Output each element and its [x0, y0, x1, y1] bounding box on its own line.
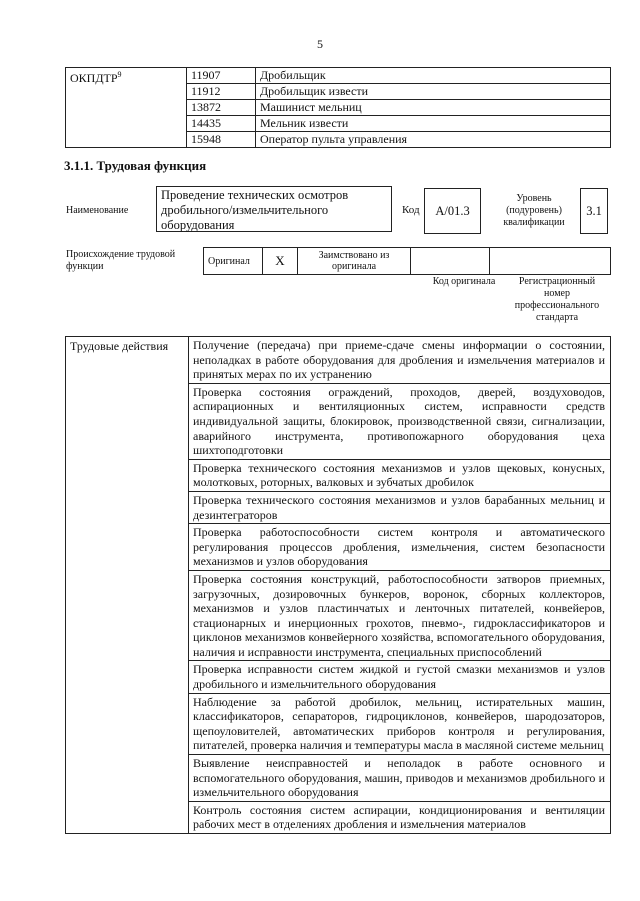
function-code-box: A/01.3	[424, 188, 481, 234]
code-label: Код	[402, 204, 420, 216]
okpdtr-code: 13872	[187, 100, 256, 116]
labor-action: Выявление неисправностей и неполадок в работе основного и вспомогательного оборудования, машин, приводов и механизмов дробильного и измельчительного оборудования	[189, 755, 611, 802]
labor-action: Контроль состояния систем аспирации, кондиционирования и вентиляции рабочих мест в отделениях дробления и измельчения материалов	[189, 801, 611, 833]
name-label: Наименование	[66, 205, 129, 216]
level-box: 3.1	[580, 188, 608, 234]
okpdtr-name: Дробильщик	[256, 68, 611, 84]
reg-number-cell	[490, 248, 611, 275]
reg-number-caption: Регистрационный номер профессионального стандарта	[514, 276, 600, 323]
okpdtr-name: Машинист мельниц	[256, 100, 611, 116]
code-original-caption: Код оригинала	[432, 276, 496, 287]
original-code-cell	[411, 248, 490, 275]
origin-table	[203, 247, 611, 275]
labor-action: Наблюдение за работой дробилок, мельниц, истирательных машин, классификаторов, сепараторов, гидроциклонов, конвейеров, шародозаторов, щепоуловителей, автоматических приборов контроля и регулирования, питателей, проверка наличия и температуры масла в масляной системе мельниц	[189, 693, 611, 754]
table-row	[204, 248, 611, 275]
section-title: 3.1.1. Трудовая функция	[64, 158, 207, 173]
labor-action: Проверка исправности систем жидкой и густой смазки механизмов и узлов дробильного и измельчительного оборудования	[189, 661, 611, 693]
okpdtr-name: Мельник извести	[256, 116, 611, 132]
page-number: 5	[317, 37, 323, 51]
labor-action: Проверка состояния конструкций, работоспособности затворов приемных, загрузочных, дозировочных бункеров, воронок, сборных коллекторов, механизмов и узлов пластинчатых и ленточных питателей, конвейеров, стационарных и инерционных грохотов, пневмо-, гидроклассификаторов и циклонов механизмов конвейерного хозяйства, вспомогательного оборудования, наличия и исправности инструмента, специальных приспособлений	[189, 570, 611, 661]
okpdtr-table	[65, 67, 611, 148]
labor-action: Проверка технического состояния механизмов и узлов щековых, конусных, молотковых, роторных, валковых и зубчатых дробилок	[189, 459, 611, 491]
okpdtr-code: 11907	[187, 68, 256, 84]
okpdtr-footnote: 9	[117, 70, 122, 79]
okpdtr-label: ОКПДТР	[70, 71, 118, 85]
labor-actions-header: Трудовые действия	[66, 337, 189, 834]
okpdtr-name: Дробильщик извести	[256, 84, 611, 100]
level-label: Уровень (подуровень) квалификации	[503, 193, 565, 228]
okpdtr-code: 14435	[187, 116, 256, 132]
labor-action: Проверка работоспособности систем контроля и автоматического регулирования процессов дробления, измельчения, систем безопасности механизмов и узлов оборудования	[189, 524, 611, 571]
labor-action: Проверка состояния ограждений, проходов, дверей, воздуховодов, аспирационных и вентиляционных систем, исправности средств индивидуальной защиты, блокировок, производственной связи, сигнализации, аварийного инструмента, противопожарного оборудования цеха шихтоподготовки	[189, 383, 611, 459]
okpdtr-label-cell	[66, 68, 187, 148]
okpdtr-code: 15948	[187, 132, 256, 148]
original-label: Оригинал	[204, 248, 263, 275]
labor-action: Проверка технического состояния механизмов и узлов барабанных мельниц и дезинтеграторов	[189, 491, 611, 523]
labor-actions-table	[65, 336, 611, 834]
okpdtr-code: 11912	[187, 84, 256, 100]
okpdtr-name: Оператор пульта управления	[256, 132, 611, 148]
table-row	[66, 68, 611, 84]
origin-label: Происхождение трудовой функции	[66, 249, 176, 272]
original-mark: X	[263, 248, 298, 275]
table-row	[66, 337, 611, 384]
borrowed-label: Заимствовано из оригинала	[298, 248, 411, 275]
labor-action: Получение (передача) при приеме-сдаче смены информации о состоянии, неполадках в работе оборудования для дробления и измельчения материалов и принятых мерах по их устранению	[189, 337, 611, 384]
function-name-box: Проведение технических осмотров дробильного/измельчительного оборудования	[156, 186, 392, 232]
